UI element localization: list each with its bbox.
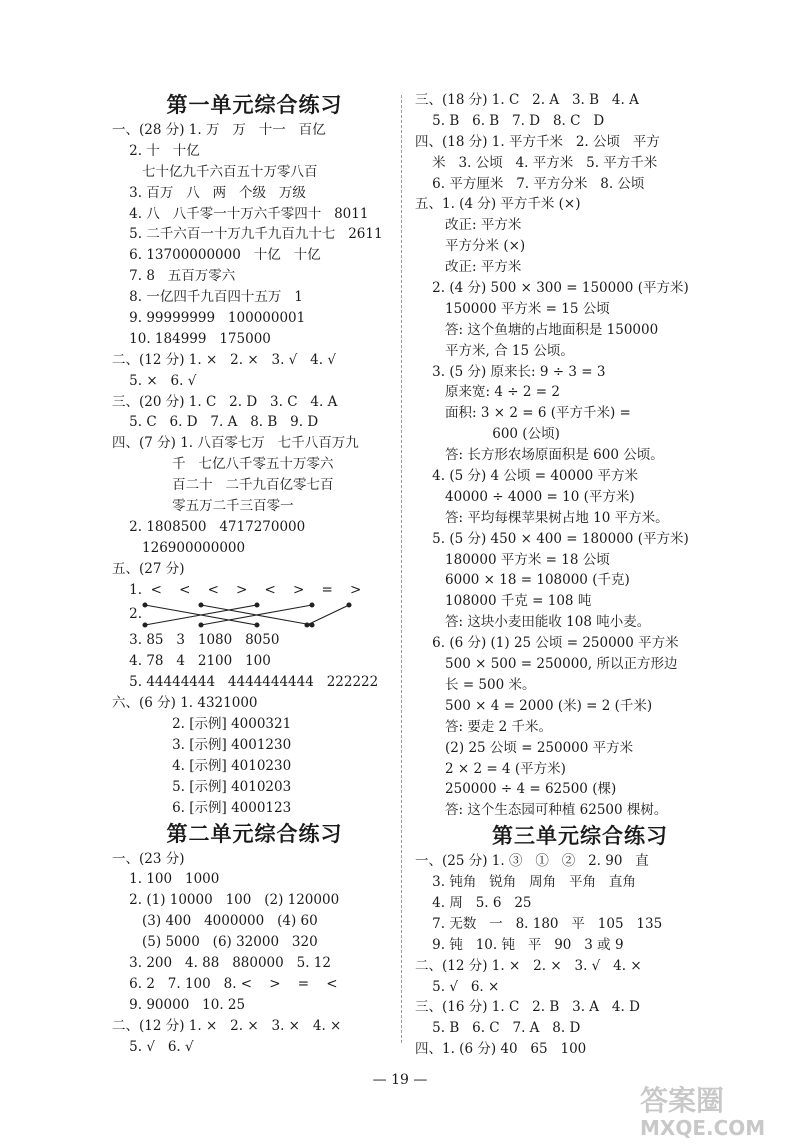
unit3-answers (415, 851, 745, 1060)
right-column (415, 90, 745, 1060)
svg-text:MXQE.COM: MXQE.COM (640, 1116, 766, 1140)
match-dot (199, 623, 203, 627)
answer-line: 5. B 6. B 7. D 8. C D (415, 112, 605, 129)
match-dot (143, 623, 147, 627)
answer-line: 四、(7 分) 1. 八百零七万 七千八百万九 (112, 435, 359, 452)
watermark-logo (630, 1080, 795, 1140)
match-dot (310, 603, 314, 607)
answer-line: 500 × 4 = 2000 (米) = 2 (千米) (415, 697, 653, 714)
answer-line: 1. 100 1000 (112, 871, 220, 888)
unit3-title: 第三单元综合练习 (492, 824, 668, 849)
answer-line: (5) 5000 (6) 32000 320 (112, 934, 318, 951)
answer-line: 126900000000 (112, 539, 246, 556)
answer-line: 答: 长方形农场原面积是 600 公顷。 (415, 447, 664, 464)
answer-line: 答: 平均每棵苹果树占地 10 平方米。 (415, 509, 669, 526)
answer-line: 5. 44444444 4444444444 222222 (112, 674, 379, 691)
answer-line: 三、(18 分) 1. C 2. A 3. B 4. A (415, 92, 639, 108)
answer-line: 6. [示例] 4000123 (112, 799, 292, 816)
answer-line: 2 × 2 = 4 (平方米) (415, 760, 566, 777)
answer-line: 5. √ 6. √ (112, 1038, 194, 1055)
left-column (112, 90, 397, 1057)
answer-line: 4. 周 5. 6 25 (415, 894, 532, 911)
answer-line: 2. 1808500 4717270000 (112, 518, 306, 535)
answer-line: 8. 一亿四千九百四十五万 1 (112, 289, 303, 306)
answer-line: 6. 平方厘米 7. 平方分米 8. 公顷 (415, 175, 645, 192)
answer-line: 500 × 500 = 250000, 所以正方形边 (415, 656, 678, 673)
answer-line: 5. 二千六百一十万九千九百九十七 2611 (112, 226, 383, 243)
match-dot (347, 603, 351, 607)
matching-diagram (112, 600, 397, 630)
answer-line: 40000 ÷ 4000 = 10 (平方米) (415, 488, 635, 505)
unit1-continued-answers (415, 90, 745, 821)
answer-line: 5. B 6. C 7. A 8. D (415, 1020, 581, 1037)
answer-line: 二、(12 分) 1. × 2. × 3. √ 4. × (415, 957, 642, 974)
answer-line: 4. [示例] 4010230 (112, 757, 292, 774)
match-dot (310, 623, 314, 627)
answer-line: 答: 这个生态园可种植 62500 棵树。 (415, 802, 668, 819)
answer-line: 4. 78 4 2100 100 (112, 653, 271, 670)
page-number: — 19 — (372, 1072, 428, 1088)
answer-line: 250000 ÷ 4 = 62500 (棵) (415, 781, 617, 798)
answer-line: 7. 8 五百万零六 (112, 268, 236, 285)
answer-line: (2) 25 公顷 = 250000 平方米 (415, 739, 634, 756)
answer-line: 4. 八 八千零一十万六千零四十 8011 (112, 205, 369, 222)
answer-line: 4. (5 分) 4 公顷 = 40000 平方米 (415, 468, 639, 485)
answer-line: 四、1. (6 分) 40 65 100 (415, 1041, 587, 1058)
unit1-title: 第一单元综合练习 (166, 93, 343, 117)
answer-line: 平方分米 (×) (415, 238, 526, 255)
answer-line: 平方米, 合 15 公顷。 (415, 342, 574, 359)
answer-line: 改正: 平方米 (415, 259, 522, 276)
answer-line: 长 = 500 米。 (415, 676, 536, 693)
answer-line: 6000 × 18 = 108000 (千克) (415, 572, 630, 589)
answer-line: 五、(27 分) (112, 560, 185, 577)
answer-line: 千 七亿八千零五十万零六 (112, 456, 334, 473)
unit1-answers-part-a (112, 120, 397, 600)
answer-line: 2. [示例] 4000321 (112, 716, 292, 733)
answer-line: 3. 钝角 锐角 周角 平角 直角 (415, 874, 636, 891)
answer-line: 四、(18 分) 1. 平方千米 2. 公顷 平方 (415, 133, 660, 150)
answer-line: 10. 184999 175000 (112, 330, 271, 347)
unit2-answers (112, 849, 397, 1058)
answer-line: 三、(20 分) 1. C 2. D 3. C 4. A (112, 393, 338, 410)
answer-line: 五、1. (4 分) 平方千米 (×) (415, 196, 581, 213)
answer-line: 米 3. 公顷 4. 平方米 5. 平方千米 (415, 154, 658, 171)
answer-line: 5. [示例] 4010203 (112, 778, 292, 795)
answer-line: (3) 400 4000000 (4) 60 (112, 913, 318, 930)
answer-line: 一、(25 分) 1. ③ ① ② 2. 90 直 (415, 853, 649, 870)
matching-lines-svg (112, 600, 397, 630)
matching-label: 2. (112, 606, 143, 623)
match-dot (199, 603, 203, 607)
answer-line: 三、(16 分) 1. C 2. B 3. A 4. D (415, 999, 640, 1016)
answer-line: 原来宽: 4 ÷ 2 = 2 (415, 384, 560, 401)
answer-line: 6. 13700000000 十亿 十亿 (112, 247, 321, 264)
answer-line: 六、(6 分) 1. 4321000 (112, 695, 258, 712)
answer-line: 180000 平方米 = 18 公顷 (415, 551, 610, 568)
answer-line: 一、(28 分) 1. 万 万 十一 百亿 (112, 122, 326, 138)
answer-line: 面积: 3 × 2 = 6 (平方千米) = (415, 405, 631, 422)
answer-line: 二、(12 分) 1. × 2. × 3. √ 4. √ (112, 351, 336, 368)
answer-line: 3. 85 3 1080 8050 (112, 632, 280, 649)
answer-line: 二、(12 分) 1. × 2. × 3. × 4. × (112, 1017, 342, 1034)
answer-line: 3. 200 4. 88 880000 5. 12 (112, 954, 331, 971)
unit2-title: 第二单元综合练习 (166, 821, 343, 846)
column-divider (401, 95, 402, 1043)
answer-line: 9. 钝 10. 钝 平 90 3 或 9 (415, 936, 624, 953)
answer-line: 150000 平方米 = 15 公顷 (415, 300, 610, 317)
answer-line: 答: 这个鱼塘的占地面积是 150000 (415, 321, 659, 338)
answer-line: 零五万二千三百零一 (112, 498, 294, 515)
unit1-answers-part-b (112, 630, 397, 818)
answer-line: 一、(23 分) (112, 850, 185, 867)
answer-line: 改正: 平方米 (415, 217, 522, 234)
answer-line: 9. 99999999 100000001 (112, 310, 306, 327)
answer-line: 答: 要走 2 千米。 (415, 718, 553, 735)
answer-line: 5. C 6. D 7. A 8. B 9. D (112, 414, 319, 431)
answer-line: 2. (4 分) 500 × 300 = 150000 (平方米) (415, 280, 689, 297)
answer-line: 108000 千克 = 108 吨 (415, 593, 592, 610)
answer-line: 5. × 6. √ (112, 372, 197, 389)
answer-line: 6. (6 分) (1) 25 公顷 = 250000 平方米 (415, 635, 679, 652)
match-dot (305, 623, 309, 627)
answer-line: 七十亿九千六百五十万零八百 (112, 163, 318, 180)
answer-line: 答: 这块小麦田能收 108 吨小麦。 (415, 614, 651, 631)
answer-line: 3. (5 分) 原来长: 9 ÷ 3 = 3 (415, 363, 606, 380)
answer-line: 6. 2 7. 100 8. < > = < (112, 975, 338, 992)
answer-line: 2. 十 十亿 (112, 142, 200, 159)
answer-line: 5. (5 分) 450 × 400 = 180000 (平方米) (415, 530, 689, 547)
match-dot (255, 603, 259, 607)
answer-line: 百二十 二千九百亿零七百 (112, 477, 334, 494)
match-dot (143, 603, 147, 607)
answer-line: 7. 无数 一 8. 180 平 105 135 (415, 915, 663, 932)
answer-line: 600 (公顷) (415, 426, 560, 443)
answer-line: 9. 90000 10. 25 (112, 996, 246, 1013)
answer-line: 3. 百万 八 两 个级 万级 (112, 184, 306, 201)
answer-line: 3. [示例] 4001230 (112, 736, 292, 753)
answer-line: 1. < < < > < > = > (112, 581, 362, 598)
answer-line: 5. √ 6. × (415, 978, 500, 995)
match-dot (255, 623, 259, 627)
answer-line: 2. (1) 10000 100 (2) 120000 (112, 892, 340, 909)
svg-text:答案圈: 答案圈 (640, 1084, 725, 1117)
match-line (307, 605, 349, 625)
